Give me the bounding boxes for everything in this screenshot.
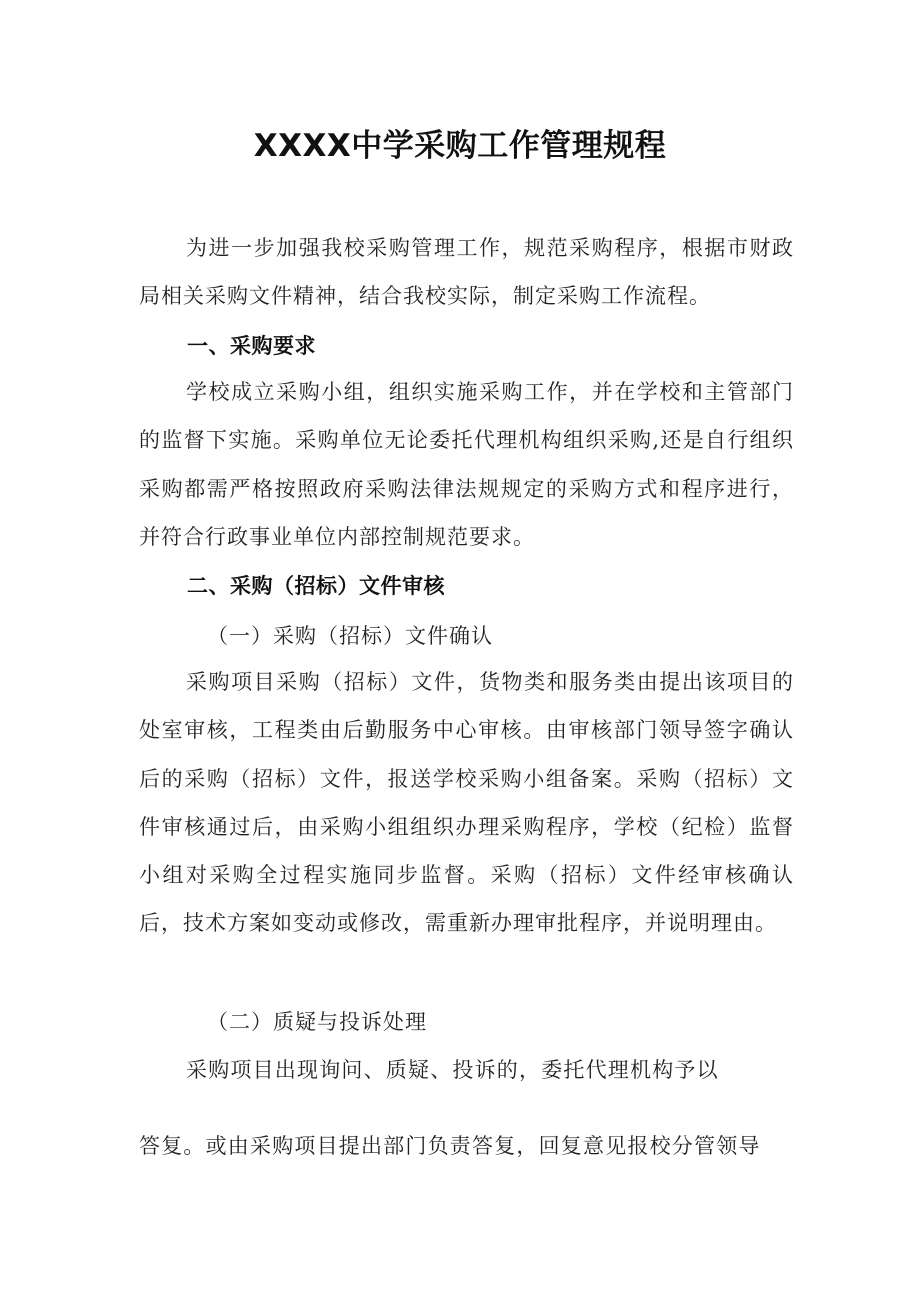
subsection-2-line-2: 答复。或由采购项目提出部门负责答复，回复意见报校分管领导 (139, 1134, 761, 1158)
section-1-heading: 一、采购要求 (187, 334, 316, 358)
subsection-2-line-1: 采购项目出现询问、质疑、投诉的，委托代理机构予以 (186, 1058, 719, 1082)
intro-paragraph: 为进一步加强我校采购管理工作，规范采购程序，根据市财政局相关采购文件精神，结合我校实际，制定采购工作流程。 (139, 236, 794, 309)
subsection-1-heading: （一）采购（招标）文件确认 (207, 624, 493, 648)
section-2-heading: 二、采购（招标）文件审核 (187, 574, 445, 598)
document-title: XXXX中学采购工作管理规程 (253, 128, 667, 164)
section-1-paragraph: 学校成立采购小组，组织实施采购工作，并在学校和主管部门的监督下实施。采购单位无论委托代理机构组织采购,还是自行组织采购都需严格按照政府采购法律法规规定的采购方式和程序进行，并符合行政事业单位内部控制规范要求。 (139, 380, 794, 549)
subsection-1-paragraph: 采购项目采购（招标）文件，货物类和服务类由提出该项目的处室审核，工程类由后勤服务中心审核。由审核部门领导签字确认后的采购（招标）文件，报送学校采购小组备案。采购（招标）文件审核通过后，由采购小组组织办理采购程序，学校（纪检）监督小组对采购全过程实施同步监督。采购（招标）文件经审核确认后，技术方案如变动或修改，需重新办理审批程序，并说明理由。 (139, 670, 794, 936)
subsection-2-heading: （二）质疑与投诉处理 (207, 1010, 427, 1034)
